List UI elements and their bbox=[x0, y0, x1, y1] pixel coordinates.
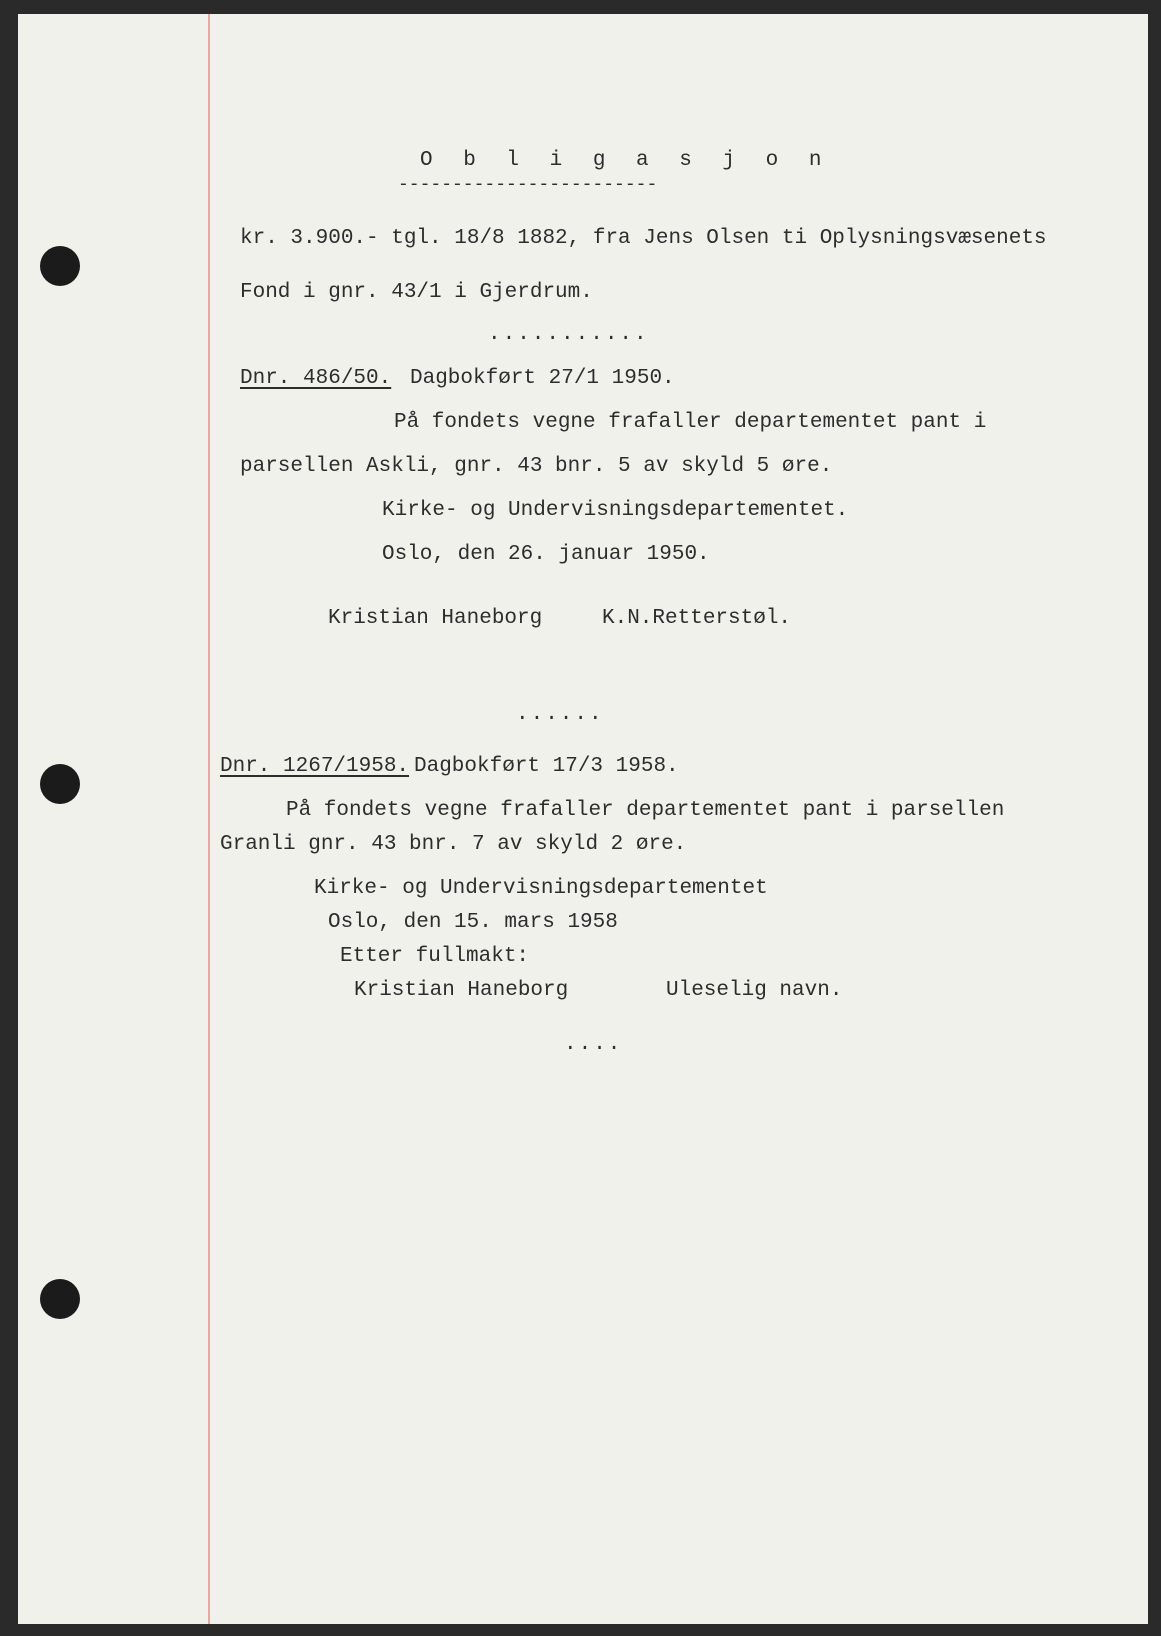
title-rule: ------------------------ bbox=[398, 175, 658, 195]
entry2-place-date: Oslo, den 15. mars 1958 bbox=[328, 911, 618, 934]
punch-hole-bottom bbox=[40, 1279, 80, 1319]
entry2-date: Dagbokført 17/3 1958. bbox=[414, 755, 679, 778]
entry1-signer-1: Kristian Haneborg bbox=[328, 607, 543, 630]
separator-1: ........... bbox=[488, 323, 649, 346]
entry2-authority: Etter fullmakt: bbox=[340, 945, 530, 968]
entry2-dnr: Dnr. 1267/1958. bbox=[220, 755, 410, 778]
punch-hole-middle bbox=[40, 764, 80, 804]
entry2-line-1: På fondets vegne frafaller departementet pant i parsellen bbox=[286, 799, 1005, 822]
obligation-line-2: Fond i gnr. 43/1 i Gjerdrum. bbox=[240, 281, 593, 304]
entry1-line-2: parsellen Askli, gnr. 43 bnr. 5 av skyld 5 øre. bbox=[240, 455, 833, 478]
entry1-dnr: Dnr. 486/50. bbox=[240, 367, 392, 390]
entry2-signer-2: Uleselig navn. bbox=[666, 979, 843, 1002]
entry1-line-1: På fondets vegne frafaller departementet pant i bbox=[394, 411, 987, 434]
punch-hole-top bbox=[40, 246, 80, 286]
entry2-department: Kirke- og Undervisningsdepartementet bbox=[314, 877, 768, 900]
document-page bbox=[18, 14, 1148, 1624]
entry1-date: Dagbokført 27/1 1950. bbox=[410, 367, 675, 390]
entry1-signer-2: K.N.Retterstøl. bbox=[602, 607, 792, 630]
margin-line bbox=[208, 14, 210, 1624]
entry2-signer-1: Kristian Haneborg bbox=[354, 979, 569, 1002]
obligation-line-1: kr. 3.900.- tgl. 18/8 1882, fra Jens Olsen ti Oplysningsvæsenets bbox=[240, 227, 1047, 250]
separator-3: .... bbox=[564, 1033, 623, 1056]
entry2-line-2: Granli gnr. 43 bnr. 7 av skyld 2 øre. bbox=[220, 833, 687, 856]
entry1-place-date: Oslo, den 26. januar 1950. bbox=[382, 543, 710, 566]
separator-2: ...... bbox=[516, 703, 604, 726]
document-title: O b l i g a s j o n bbox=[420, 149, 831, 172]
entry1-department: Kirke- og Undervisningsdepartementet. bbox=[382, 499, 849, 522]
